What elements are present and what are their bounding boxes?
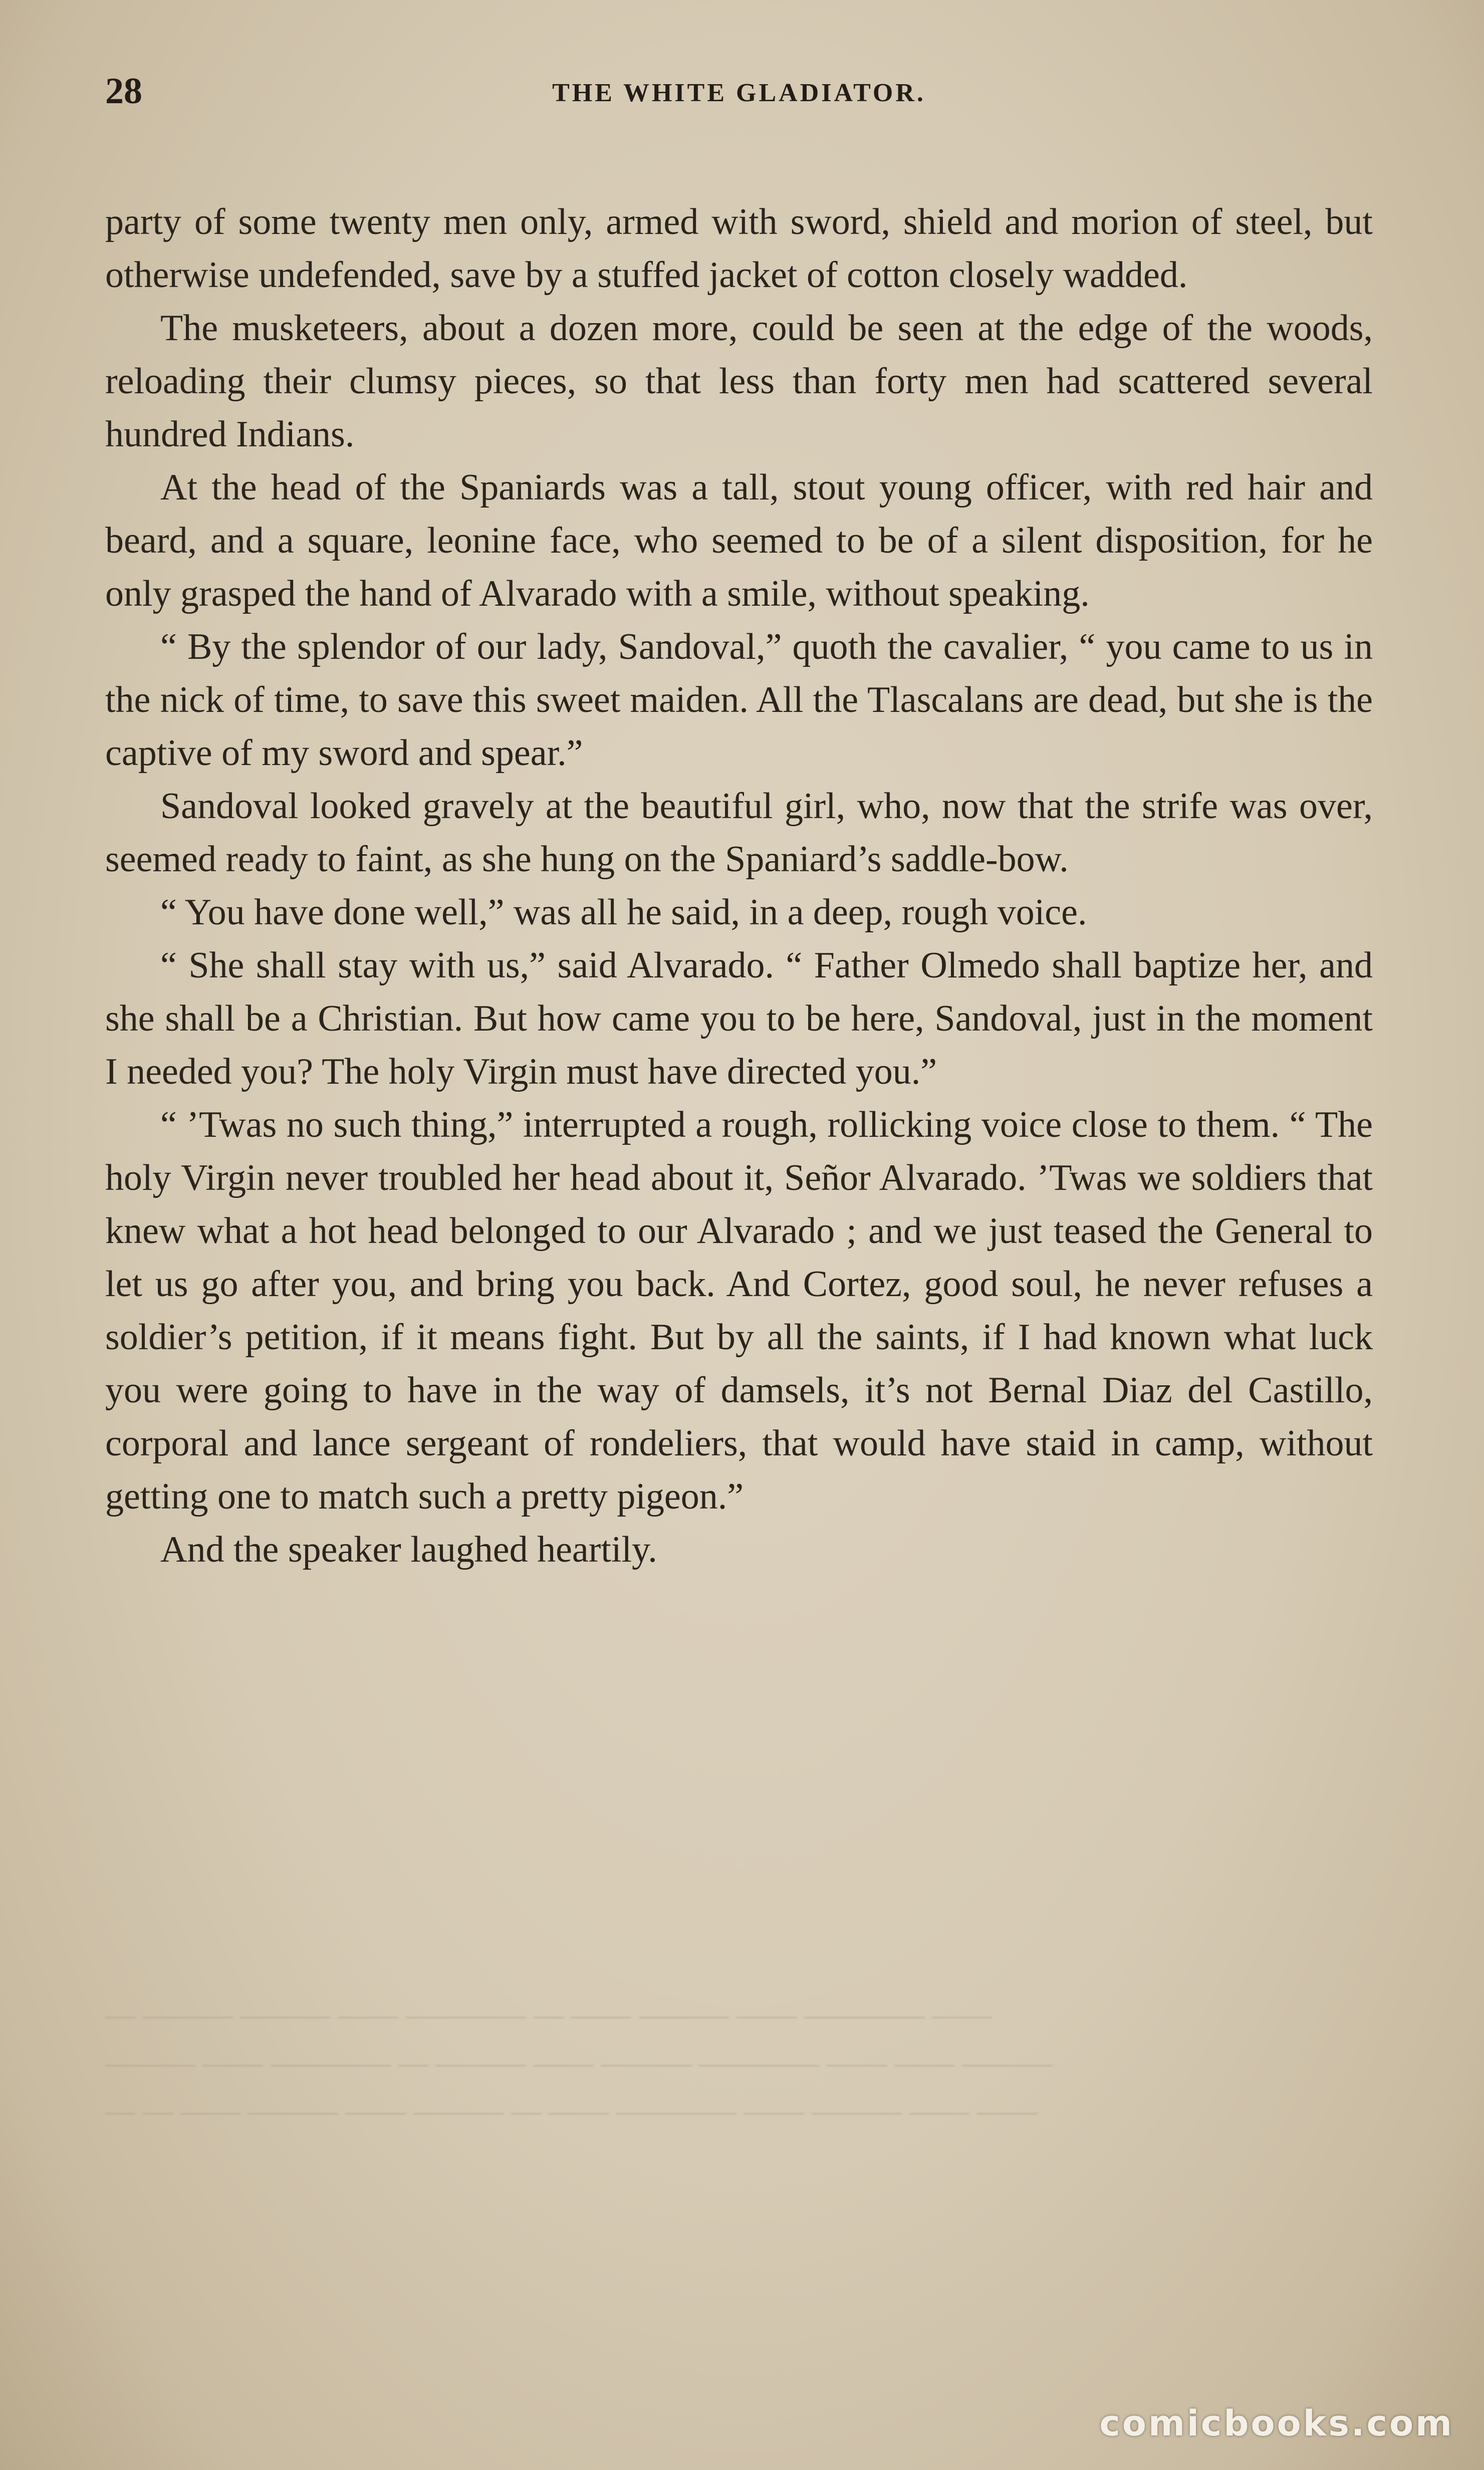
body-text bbox=[105, 195, 1373, 1576]
page-number: 28 bbox=[105, 71, 142, 112]
paragraph-5: Sandoval looked gravely at the beautiful girl, who, now that the strife was over, seemed ready to faint, as she hung on the Spaniard’s saddle-bow. bbox=[105, 786, 1373, 880]
watermark-logo: comicbooks.com bbox=[1099, 2403, 1454, 2444]
paragraph-4: “ By the splendor of our lady, Sandoval,” quoth the cavalier, “ you came to us in the nick of time, to save this sweet maiden. All the Tlascalans are dead, but she is the captive of my sword and spear.” bbox=[105, 626, 1373, 774]
paragraph-6: “ You have done well,” was all he said, in a deep, rough voice. bbox=[160, 892, 1087, 933]
paragraph-7: “ She shall stay with us,” said Alvarado. “ Father Olmedo shall baptize her, and she shall be a Christian. But how came you to be here, Sandoval, just in the moment I needed you? The holy Virgin must have directed you.” bbox=[105, 945, 1373, 1092]
paragraph-2: The musketeers, about a dozen more, could be seen at the edge of the woods, reloading their clumsy pieces, so that less than forty men had scattered several hundred Indians. bbox=[105, 308, 1373, 455]
paragraph-3: At the head of the Spaniards was a tall, stout young officer, with red hair and beard, and a square, leonine face, who seemed to be of a silent disposition, for he only grasped the hand of Alvarado with a smile, without speaking. bbox=[105, 467, 1373, 614]
paragraph-8: “ ’Twas no such thing,” interrupted a rough, rollicking voice close to them. “ The holy Virgin never troubled her head about it, Señor Alvarado. ’Twas we soldiers that knew what a hot head belonged to our Alvarado ; and we just teased the General to let us go after you, and bring you back. And Cortez, good soul, he never refuses a soldier’s petition, if it means fight. But by all the saints, if I had known what luck you were going to have in the way of damsels, it’s not Bernal Diaz del Castillo, corporal and lance sergeant of rondeliers, that would have staid in camp, without getting one to match such a pretty pigeon.” bbox=[105, 1104, 1373, 1517]
running-title: THE WHITE GLADIATOR. bbox=[552, 79, 926, 107]
paragraph-9: And the speaker laughed heartily. bbox=[160, 1529, 657, 1570]
paragraph-1: party of some twenty men only, armed with sword, shield and morion of steel, but otherwise undefended, save by a stuffed jacket of cotton closely wadded. bbox=[105, 201, 1373, 296]
running-head bbox=[105, 60, 1373, 115]
show-through-bleed: — — —— ——— —— ——— — —— ———— —— ——— —— —— ——— —— ———— — ——— —— ——— ———— —— —— ——— — ——— ——— —— ———— — —— ——— —— ———— —— bbox=[105, 2004, 1052, 2133]
